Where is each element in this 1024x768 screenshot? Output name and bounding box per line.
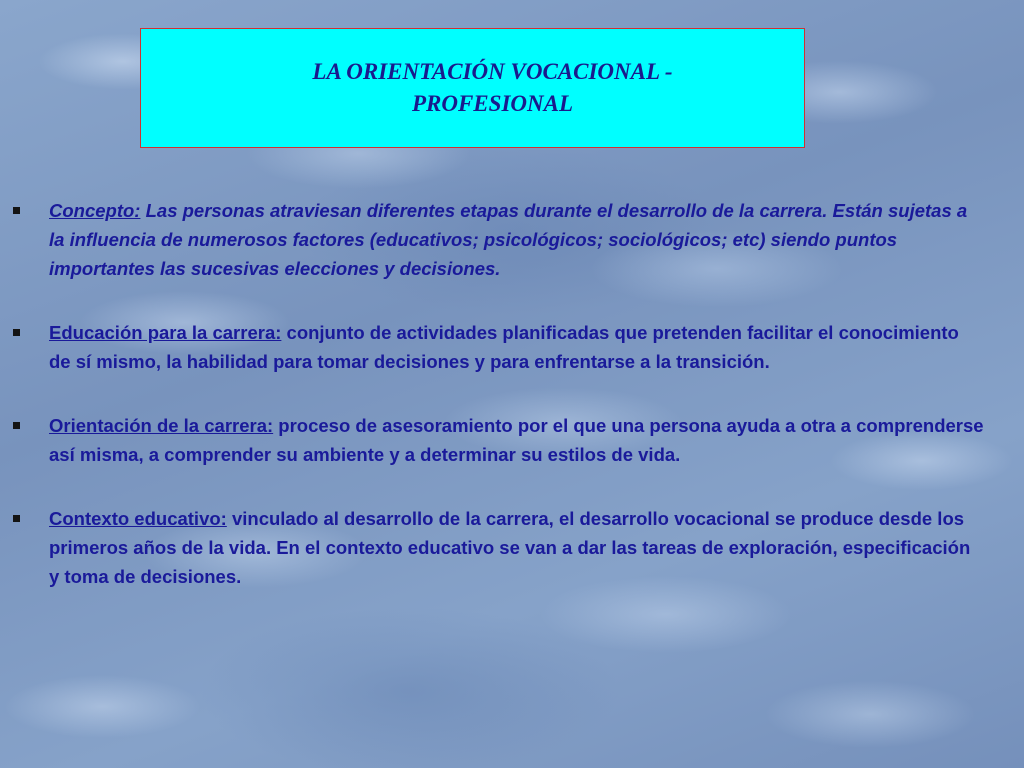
title-box <box>140 28 805 148</box>
bullet-term: Concepto: <box>49 200 141 221</box>
bullet-educacion <box>0 318 1024 376</box>
bullet-text: Las personas atraviesan diferentes etapas durante el desarrollo de la carrera. Están sujetas a la influencia de numerosos factores (educativos; psicológicos; sociológicos; etc) siendo puntos importantes las sucesivas elecciones y decisiones. <box>49 200 968 279</box>
bullet-contexto <box>0 504 1024 591</box>
square-bullet-icon <box>13 515 20 522</box>
bullet-list <box>0 196 1024 591</box>
square-bullet-icon <box>13 207 20 214</box>
square-bullet-icon <box>13 422 20 429</box>
bullet-term: Educación para la carrera: <box>49 322 282 343</box>
bullet-term: Orientación de la carrera: <box>49 415 274 436</box>
bullet-orientacion <box>0 411 1024 469</box>
bullet-concepto <box>0 196 1024 283</box>
square-bullet-icon <box>13 329 20 336</box>
bullet-text: conjunto de actividades planificadas que pretenden facilitar el conocimiento de sí mismo, la habilidad para tomar decisiones y para enfrentarse a la transición. <box>49 322 959 372</box>
bullet-text: vinculado al desarrollo de la carrera, el desarrollo vocacional se produce desde los primeros años de la vida. En el contexto educativo se van a dar las tareas de exploración, especificación y toma de decisiones. <box>49 508 971 587</box>
bullet-term: Contexto educativo: <box>49 508 227 529</box>
slide-title: LA ORIENTACIÓN VOCACIONAL - PROFESIONAL <box>312 59 673 116</box>
bullet-text: proceso de asesoramiento por el que una persona ayuda a otra a comprenderse así misma, a comprender su ambiente y a determinar su estilos de vida. <box>49 415 984 465</box>
